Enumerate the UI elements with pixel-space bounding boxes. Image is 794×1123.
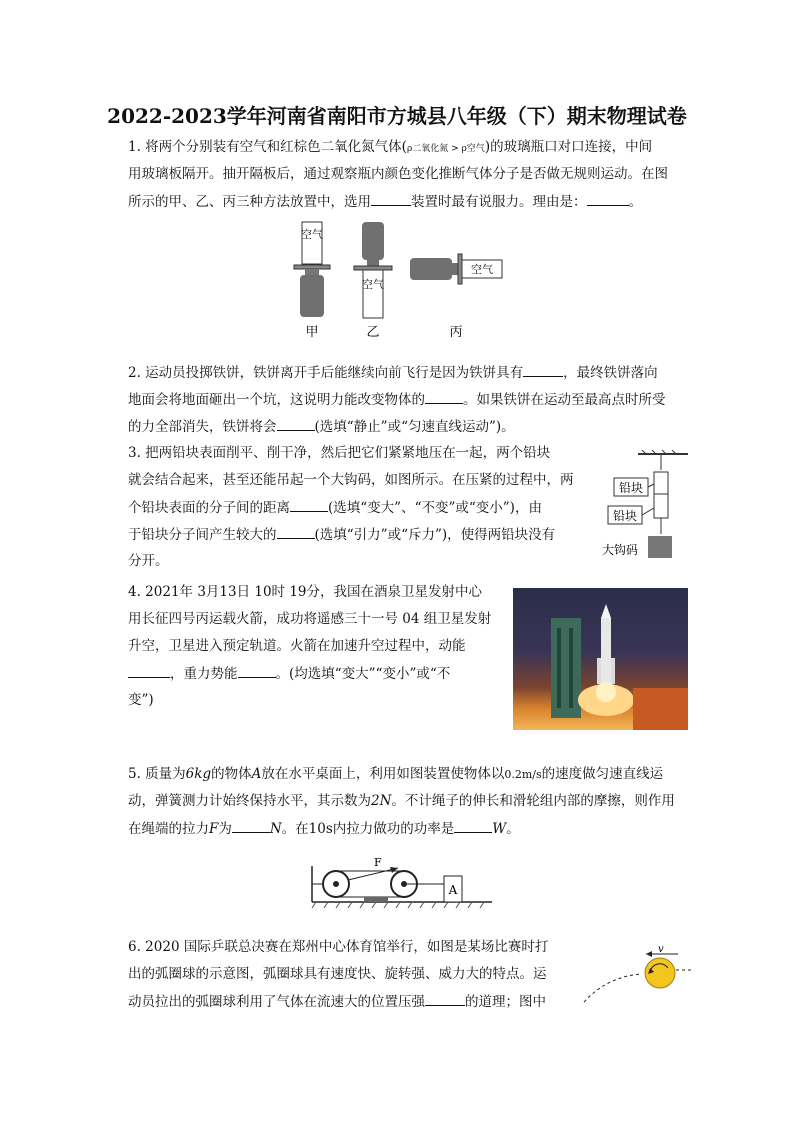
answer-blank [277,416,315,431]
q1-caption-yi: 乙 [366,325,380,340]
q1-line-2: 用玻璃板隔开。抽开隔板后，通过观察瓶内颜色变化推断气体分子是否做无规则运动。在图 [128,166,668,182]
q3-line-5: 分开。 [128,553,169,569]
q5-object-label: A [448,883,458,897]
answer-blank [371,191,411,206]
answer-blank [232,818,270,833]
q3-line-1: 3. 把两铅块表面削平、削干净，然后把它们紧紧地压在一起，两个铅块 [128,445,551,461]
q5-force-label: F [374,856,382,869]
q1-line-3: 所示的甲、乙、丙三种方法放置中，选用 装置时最有说服力。理由是： 。 [128,191,642,212]
q1-line-1: 1. 将两个分别装有空气和红棕色二氧化氮气体(ρ二氧化氮 > ρ空气)的玻璃瓶口对口连接，中间 [128,139,653,155]
q4-line-4: ，重力势能 。(均选填“变大”“变小”或“不 [128,663,450,684]
answer-blank [290,497,328,512]
q6-line-2: 出的弧圈球的示意图，弧圈球具有速度快、旋转强、威力大的特点。运 [128,966,547,982]
q1-bottle-figure [288,218,508,344]
q5-line-2: 动，弹簧测力计始终保持水平，其示数为2N。不计绳子的伸长和滑轮组内部的摩擦，则作用 [128,793,675,809]
answer-blank [128,663,170,678]
q6-line-1: 6. 2020 国际乒联总决赛在郑州中心体育馆举行，如图是某场比赛时打 [128,939,549,955]
answer-blank [454,818,492,833]
page-title: 2022-2023学年河南省南阳市方城县八年级（下）期末物理试卷 [107,104,687,128]
q1-caption-bing: 丙 [449,325,463,340]
q6-line-3: 动员拉出的弧圈球利用了气体在流速大的位置压强 的道理；图中 [128,991,546,1012]
rocket-launch-photo [513,588,688,730]
answer-blank [425,389,463,404]
q1-label-bing-right: 空气 [471,263,493,276]
answer-blank [238,663,276,678]
q3-line-2: 就会结合起来，甚至还能吊起一个大钩码，如图所示。在压紧的过程中，两 [128,472,574,488]
q4-line-2: 用长征四号丙运载火箭，成功将遥感三十一号 04 组卫星发射 [128,611,492,627]
q5-line-1: 5. 质量为6kg的物体A放在水平桌面上，利用如图装置使物体以0.2m/s的速度做匀速直线运 [128,766,664,782]
q1-label-jia-top: 空气 [301,228,323,241]
q3-lead-block-figure [598,450,690,562]
q3-label-big-weight: 大钩码 [601,543,639,557]
q4-line-5: 变”) [128,692,154,708]
q3-line-3: 个铅块表面的分子间的距离 (选填“变大”、“不变”或“变小”)，由 [128,497,542,518]
q3-label-lead-bottom: 铅块 [612,509,638,523]
q1-label-yi-bottom: 空气 [362,278,384,291]
q6-loop-ball-figure [578,940,694,1012]
q2-line-1: 2. 运动员投掷铁饼，铁饼离开手后能继续向前飞行是因为铁饼具有 ，最终铁饼落向 [128,362,658,383]
q3-label-lead-top: 铅块 [618,481,644,495]
answer-blank [425,991,465,1006]
answer-blank [523,362,563,377]
q1-density-relation: ρ二氧化氮 > ρ空气 [406,144,485,154]
answer-blank [277,524,315,539]
q2-line-2: 地面会将地面砸出一个坑，这说明力能改变物体的 。如果铁饼在运动至最高点时所受 [128,389,666,410]
q3-line-4: 于铅块分子间产生较大的 (选填“引力”或“斥力”)，使得两铅块没有 [128,524,555,545]
q2-line-3: 的力全部消失，铁饼将会 (选填“静止”或“匀速直线运动”)。 [128,416,515,437]
q4-line-1: 4. 2021年 3月13日 10时 19分，我国在酒泉卫星发射中心 [128,584,483,600]
q5-line-3: 在绳端的拉力F为 N。在10s内拉力做功的功率是 W。 [128,818,520,839]
q4-line-3: 升空，卫星进入预定轨道。火箭在加速升空过程中，动能 [128,638,466,654]
answer-blank [587,191,629,206]
q5-pulley-figure [308,854,494,910]
q1-caption-jia: 甲 [305,325,319,340]
q6-velocity-label: v [658,944,664,955]
